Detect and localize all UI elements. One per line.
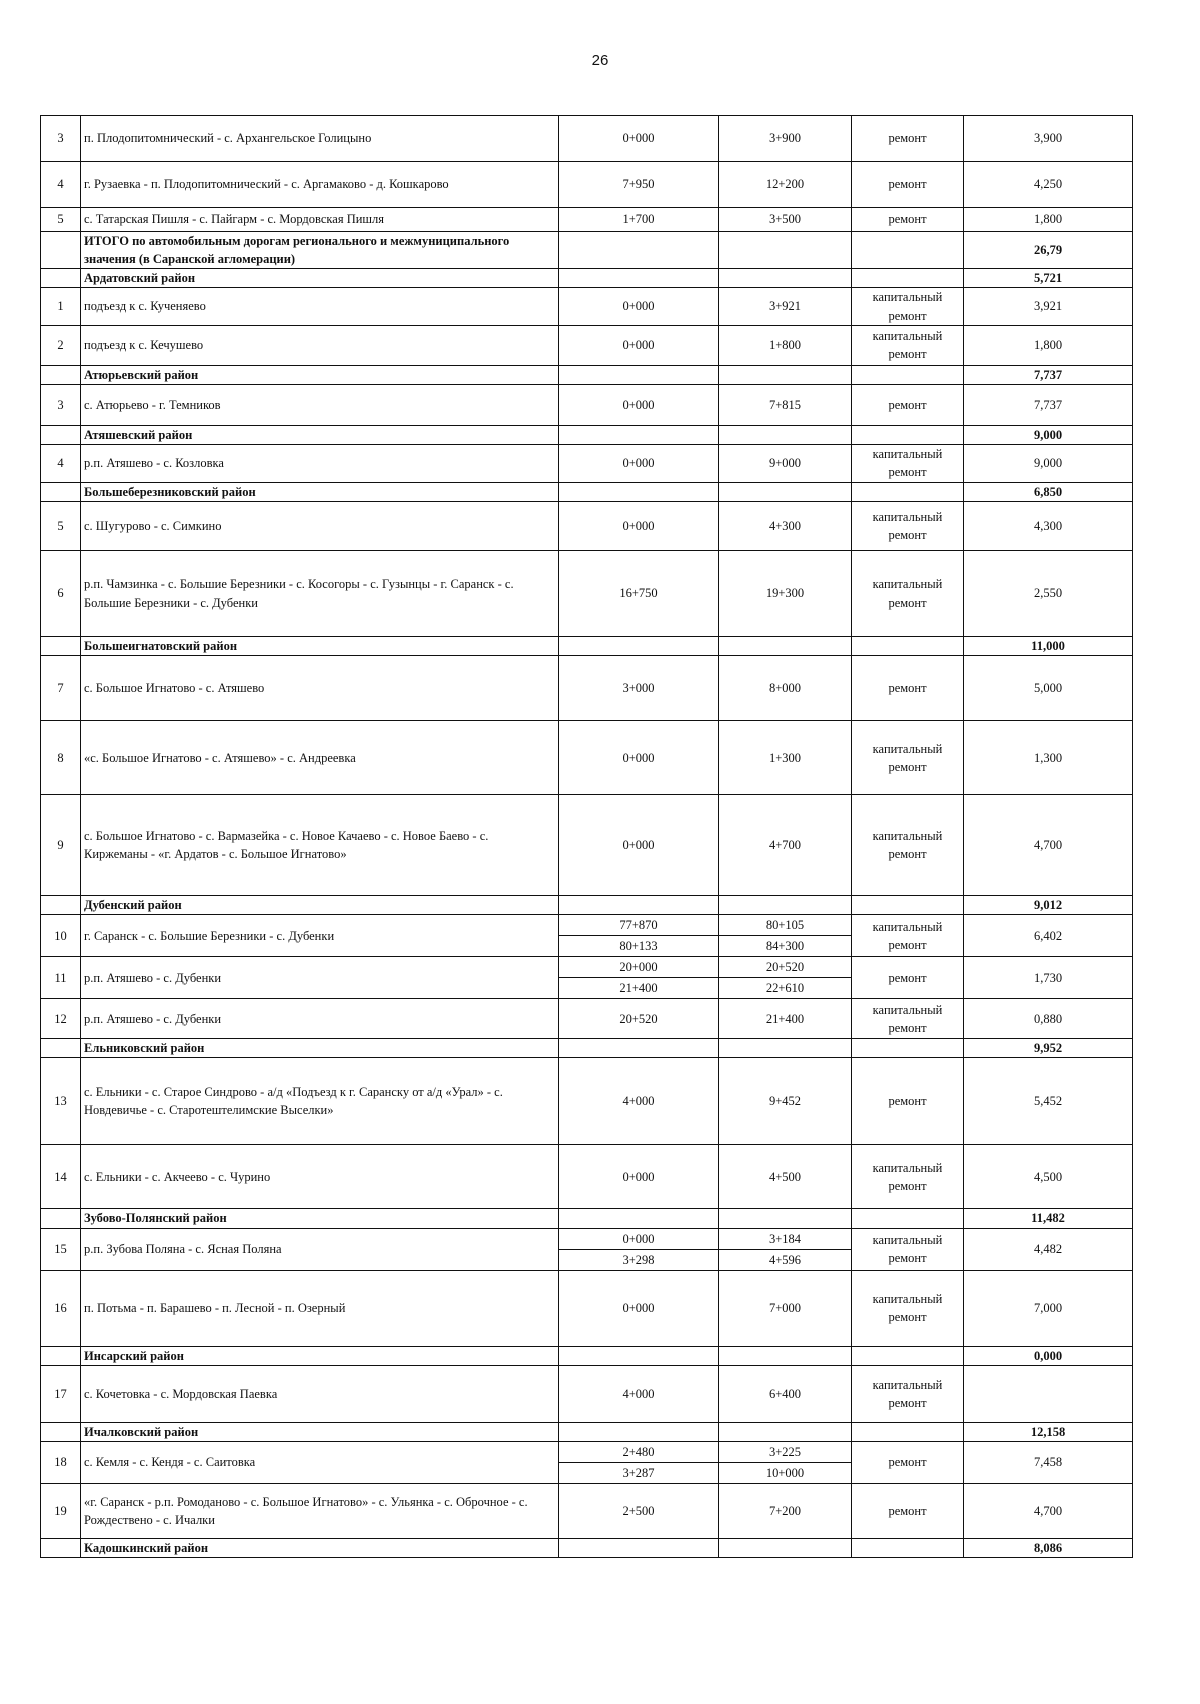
table-row xyxy=(41,1365,1133,1422)
table-row xyxy=(41,1270,1133,1346)
work-type xyxy=(852,896,964,915)
work-type: капитальный ремонт xyxy=(852,1270,964,1346)
district-total: 9,000 xyxy=(964,425,1133,444)
length-km: 1,730 xyxy=(964,957,1133,999)
start-chainage: 0+000 xyxy=(559,325,719,365)
start-chainage-part: 77+870 xyxy=(619,918,658,933)
length-km: 0,880 xyxy=(964,999,1133,1039)
length-km: 4,500 xyxy=(964,1145,1133,1209)
work-type xyxy=(852,1209,964,1228)
end-chainage xyxy=(719,1228,852,1270)
end-chainage: 7+815 xyxy=(719,384,852,425)
length-km: 4,482 xyxy=(964,1228,1133,1270)
length-km: 3,921 xyxy=(964,288,1133,325)
table-row xyxy=(41,1145,1133,1209)
table-row xyxy=(41,915,1133,957)
end-chainage: 21+400 xyxy=(719,999,852,1039)
district-row xyxy=(41,1209,1133,1228)
road-name: р.п. Чамзинка - с. Большие Березники - с. Косогоры - с. Гузынцы - г. Саранск - с. Большие Березники - с. Дубенки xyxy=(81,551,559,637)
roads-table xyxy=(40,115,1133,1558)
district-total: 5,721 xyxy=(964,269,1133,288)
row-number: 11 xyxy=(41,957,81,999)
end-chainage-part: 3+184 xyxy=(768,1231,802,1246)
end-chainage: 1+300 xyxy=(719,721,852,795)
district-total: 8,086 xyxy=(964,1538,1133,1557)
road-name: подъезд к с. Кечушево xyxy=(81,325,559,365)
length-km: 4,700 xyxy=(964,795,1133,896)
roads-table-body xyxy=(41,116,1133,1558)
work-type: капитальный ремонт xyxy=(852,444,964,482)
end-chainage: 12+200 xyxy=(719,162,852,208)
district-name: Атяшевский район xyxy=(81,425,559,444)
table-row xyxy=(41,444,1133,482)
start-chainage-part: 2+480 xyxy=(622,1444,655,1459)
start-chainage: 0+000 xyxy=(559,795,719,896)
table-row xyxy=(41,957,1133,999)
table-row xyxy=(41,551,1133,637)
work-type: ремонт xyxy=(852,957,964,999)
start-chainage: 0+000 xyxy=(559,1145,719,1209)
start-chainage: 16+750 xyxy=(559,551,719,637)
district-row xyxy=(41,1039,1133,1058)
work-type: ремонт xyxy=(852,384,964,425)
work-type xyxy=(852,1346,964,1365)
end-chainage xyxy=(719,896,852,915)
start-chainage-part: 20+000 xyxy=(619,960,658,975)
road-name: с. Большое Игнатово - с. Вармазейка - с. Новое Качаево - с. Новое Баево - с. Киржеманы - «г. Ардатов - с. Большое Игнатово» xyxy=(81,795,559,896)
road-name: с. Большое Игнатово - с. Атяшево xyxy=(81,656,559,721)
district-total: 11,482 xyxy=(964,1209,1133,1228)
start-chainage xyxy=(559,269,719,288)
end-chainage xyxy=(719,915,852,957)
row-number xyxy=(41,896,81,915)
table-row xyxy=(41,288,1133,325)
length-km: 5,000 xyxy=(964,656,1133,721)
road-name: г. Рузаевка - п. Плодопитомнический - с. Аргамаково - д. Кошкарово xyxy=(81,162,559,208)
end-chainage-part: 3+225 xyxy=(768,1444,802,1459)
row-number: 18 xyxy=(41,1441,81,1483)
end-chainage-part: 4+596 xyxy=(719,1249,851,1270)
district-row xyxy=(41,269,1133,288)
row-number xyxy=(41,1209,81,1228)
road-name: с. Кочетовка - с. Мордовская Паевка xyxy=(81,1365,559,1422)
row-number xyxy=(41,1422,81,1441)
end-chainage: 9+452 xyxy=(719,1058,852,1145)
table-row xyxy=(41,1483,1133,1538)
start-chainage xyxy=(559,1538,719,1557)
road-name: р.п. Атяшево - с. Козловка xyxy=(81,444,559,482)
work-type xyxy=(852,269,964,288)
start-chainage-part: 0+000 xyxy=(622,1231,655,1246)
start-chainage xyxy=(559,957,719,999)
table-row xyxy=(41,1058,1133,1145)
length-km: 4,700 xyxy=(964,1483,1133,1538)
start-chainage xyxy=(559,637,719,656)
work-type: ремонт xyxy=(852,1441,964,1483)
start-chainage xyxy=(559,232,719,269)
table-row xyxy=(41,1228,1133,1270)
start-chainage: 0+000 xyxy=(559,721,719,795)
end-chainage: 9+000 xyxy=(719,444,852,482)
work-type xyxy=(852,1538,964,1557)
road-name: с. Шугурово - с. Симкино xyxy=(81,502,559,551)
start-chainage xyxy=(559,1209,719,1228)
row-number: 8 xyxy=(41,721,81,795)
start-chainage: 2+500 xyxy=(559,1483,719,1538)
start-chainage: 0+000 xyxy=(559,502,719,551)
district-row xyxy=(41,365,1133,384)
start-chainage: 3+000 xyxy=(559,656,719,721)
start-chainage xyxy=(559,1441,719,1483)
end-chainage: 4+700 xyxy=(719,795,852,896)
length-km: 5,452 xyxy=(964,1058,1133,1145)
end-chainage: 3+500 xyxy=(719,208,852,232)
row-number: 7 xyxy=(41,656,81,721)
district-name: Большеберезниковский район xyxy=(81,482,559,501)
district-row xyxy=(41,1346,1133,1365)
end-chainage: 7+200 xyxy=(719,1483,852,1538)
work-type: ремонт xyxy=(852,116,964,162)
row-number: 3 xyxy=(41,116,81,162)
start-chainage-part: 3+287 xyxy=(559,1462,718,1483)
start-chainage: 0+000 xyxy=(559,1270,719,1346)
start-chainage xyxy=(559,1346,719,1365)
row-number: 14 xyxy=(41,1145,81,1209)
work-type: капитальный ремонт xyxy=(852,915,964,957)
end-chainage xyxy=(719,365,852,384)
road-name: с. Атюрьево - г. Темников xyxy=(81,384,559,425)
road-name: р.п. Зубова Поляна - с. Ясная Поляна xyxy=(81,1228,559,1270)
work-type: капитальный ремонт xyxy=(852,1145,964,1209)
end-chainage: 4+300 xyxy=(719,502,852,551)
length-km xyxy=(964,1365,1133,1422)
end-chainage: 4+500 xyxy=(719,1145,852,1209)
end-chainage: 8+000 xyxy=(719,656,852,721)
district-total: 12,158 xyxy=(964,1422,1133,1441)
table-row xyxy=(41,384,1133,425)
row-number xyxy=(41,1346,81,1365)
length-km: 4,300 xyxy=(964,502,1133,551)
table-row xyxy=(41,795,1133,896)
work-type: капитальный ремонт xyxy=(852,325,964,365)
road-name: р.п. Атяшево - с. Дубенки xyxy=(81,957,559,999)
end-chainage xyxy=(719,957,852,999)
district-name: Ельниковский район xyxy=(81,1039,559,1058)
end-chainage: 7+000 xyxy=(719,1270,852,1346)
start-chainage: 4+000 xyxy=(559,1365,719,1422)
length-km: 1,300 xyxy=(964,721,1133,795)
district-total: 9,012 xyxy=(964,896,1133,915)
road-name: «г. Саранск - р.п. Ромоданово - с. Большое Игнатово» - с. Ульянка - с. Оброчное - с. Рождествено - с. Ичалки xyxy=(81,1483,559,1538)
district-name: Большеигнатовский район xyxy=(81,637,559,656)
work-type xyxy=(852,425,964,444)
total-label: ИТОГО по автомобильным дорогам регионального и межмуниципального значения (в Саранской агломерации) xyxy=(81,232,559,269)
district-name: Зубово-Полянский район xyxy=(81,1209,559,1228)
district-total: 11,000 xyxy=(964,637,1133,656)
table-row xyxy=(41,721,1133,795)
end-chainage: 3+900 xyxy=(719,116,852,162)
work-type xyxy=(852,232,964,269)
start-chainage xyxy=(559,1039,719,1058)
start-chainage xyxy=(559,482,719,501)
start-chainage: 0+000 xyxy=(559,444,719,482)
road-name: подъезд к с. Кученяево xyxy=(81,288,559,325)
end-chainage xyxy=(719,1538,852,1557)
district-total: 0,000 xyxy=(964,1346,1133,1365)
grand-total: 26,79 xyxy=(964,232,1133,269)
length-km: 7,458 xyxy=(964,1441,1133,1483)
row-number xyxy=(41,232,81,269)
end-chainage-part: 10+000 xyxy=(719,1462,851,1483)
start-chainage xyxy=(559,915,719,957)
end-chainage: 3+921 xyxy=(719,288,852,325)
row-number: 3 xyxy=(41,384,81,425)
row-number: 15 xyxy=(41,1228,81,1270)
row-number xyxy=(41,425,81,444)
end-chainage xyxy=(719,482,852,501)
work-type xyxy=(852,1039,964,1058)
end-chainage xyxy=(719,1422,852,1441)
road-name: п. Плодопитомнический - с. Архангельское Голицыно xyxy=(81,116,559,162)
row-number: 19 xyxy=(41,1483,81,1538)
road-name: с. Ельники - с. Старое Синдрово - а/д «Подъезд к г. Саранску от а/д «Урал» - с. Новдевичье - с. Старотештелимские Выселки» xyxy=(81,1058,559,1145)
road-name: с. Татарская Пишля - с. Пайгарм - с. Мордовская Пишля xyxy=(81,208,559,232)
road-name: п. Потьма - п. Барашево - п. Лесной - п. Озерный xyxy=(81,1270,559,1346)
work-type xyxy=(852,1422,964,1441)
end-chainage xyxy=(719,1209,852,1228)
work-type xyxy=(852,482,964,501)
table-row xyxy=(41,999,1133,1039)
start-chainage: 7+950 xyxy=(559,162,719,208)
row-number: 2 xyxy=(41,325,81,365)
length-km: 3,900 xyxy=(964,116,1133,162)
total-row xyxy=(41,232,1133,269)
work-type: ремонт xyxy=(852,208,964,232)
work-type: капитальный ремонт xyxy=(852,795,964,896)
start-chainage-part: 21+400 xyxy=(559,977,718,998)
end-chainage: 6+400 xyxy=(719,1365,852,1422)
road-name: с. Ельники - с. Акчеево - с. Чурино xyxy=(81,1145,559,1209)
work-type: ремонт xyxy=(852,1483,964,1538)
end-chainage: 19+300 xyxy=(719,551,852,637)
row-number: 4 xyxy=(41,162,81,208)
table-row xyxy=(41,502,1133,551)
row-number: 5 xyxy=(41,208,81,232)
district-row xyxy=(41,482,1133,501)
page-number: 26 xyxy=(591,52,609,69)
district-row xyxy=(41,896,1133,915)
district-name: Дубенский район xyxy=(81,896,559,915)
district-name: Ардатовский район xyxy=(81,269,559,288)
district-total: 9,952 xyxy=(964,1039,1133,1058)
end-chainage xyxy=(719,1441,852,1483)
length-km: 9,000 xyxy=(964,444,1133,482)
start-chainage-part: 3+298 xyxy=(559,1249,718,1270)
table-row xyxy=(41,162,1133,208)
district-name: Ичалковский район xyxy=(81,1422,559,1441)
start-chainage: 20+520 xyxy=(559,999,719,1039)
work-type: капитальный ремонт xyxy=(852,1228,964,1270)
start-chainage xyxy=(559,1422,719,1441)
length-km: 1,800 xyxy=(964,208,1133,232)
end-chainage xyxy=(719,637,852,656)
row-number: 5 xyxy=(41,502,81,551)
work-type: капитальный ремонт xyxy=(852,999,964,1039)
row-number: 9 xyxy=(41,795,81,896)
row-number: 17 xyxy=(41,1365,81,1422)
table-row xyxy=(41,1441,1133,1483)
district-total: 7,737 xyxy=(964,365,1133,384)
work-type: ремонт xyxy=(852,1058,964,1145)
work-type: капитальный ремонт xyxy=(852,551,964,637)
row-number: 13 xyxy=(41,1058,81,1145)
district-name: Инсарский район xyxy=(81,1346,559,1365)
row-number: 1 xyxy=(41,288,81,325)
work-type: ремонт xyxy=(852,162,964,208)
end-chainage-part: 22+610 xyxy=(719,977,851,998)
row-number: 12 xyxy=(41,999,81,1039)
length-km: 7,000 xyxy=(964,1270,1133,1346)
table-row xyxy=(41,656,1133,721)
work-type xyxy=(852,637,964,656)
district-name: Кадошкинский район xyxy=(81,1538,559,1557)
row-number xyxy=(41,1039,81,1058)
work-type: капитальный ремонт xyxy=(852,288,964,325)
table-row xyxy=(41,325,1133,365)
road-name: р.п. Атяшево - с. Дубенки xyxy=(81,999,559,1039)
start-chainage-part: 80+133 xyxy=(559,935,718,956)
table-row xyxy=(41,208,1133,232)
row-number xyxy=(41,1538,81,1557)
start-chainage xyxy=(559,425,719,444)
end-chainage-part: 80+105 xyxy=(765,918,805,933)
row-number xyxy=(41,365,81,384)
road-name: с. Кемля - с. Кендя - с. Саитовка xyxy=(81,1441,559,1483)
end-chainage-part: 84+300 xyxy=(719,935,851,956)
length-km: 6,402 xyxy=(964,915,1133,957)
work-type xyxy=(852,365,964,384)
district-row xyxy=(41,637,1133,656)
road-name: г. Саранск - с. Большие Березники - с. Дубенки xyxy=(81,915,559,957)
work-type: капитальный ремонт xyxy=(852,502,964,551)
district-row xyxy=(41,425,1133,444)
district-row xyxy=(41,1422,1133,1441)
end-chainage xyxy=(719,232,852,269)
table-row xyxy=(41,116,1133,162)
end-chainage-part: 20+520 xyxy=(765,960,805,975)
end-chainage xyxy=(719,1346,852,1365)
start-chainage: 0+000 xyxy=(559,116,719,162)
row-number: 16 xyxy=(41,1270,81,1346)
work-type: ремонт xyxy=(852,656,964,721)
length-km: 7,737 xyxy=(964,384,1133,425)
row-number: 6 xyxy=(41,551,81,637)
end-chainage xyxy=(719,425,852,444)
row-number xyxy=(41,482,81,501)
start-chainage: 0+000 xyxy=(559,288,719,325)
end-chainage xyxy=(719,269,852,288)
length-km: 2,550 xyxy=(964,551,1133,637)
end-chainage: 1+800 xyxy=(719,325,852,365)
road-name: «с. Большое Игнатово - с. Атяшево» - с. Андреевка xyxy=(81,721,559,795)
length-km: 4,250 xyxy=(964,162,1133,208)
work-type: капитальный ремонт xyxy=(852,721,964,795)
district-row xyxy=(41,1538,1133,1557)
length-km: 1,800 xyxy=(964,325,1133,365)
start-chainage: 0+000 xyxy=(559,384,719,425)
start-chainage: 4+000 xyxy=(559,1058,719,1145)
district-total: 6,850 xyxy=(964,482,1133,501)
row-number: 4 xyxy=(41,444,81,482)
start-chainage xyxy=(559,1228,719,1270)
row-number xyxy=(41,637,81,656)
start-chainage xyxy=(559,896,719,915)
start-chainage xyxy=(559,365,719,384)
row-number: 10 xyxy=(41,915,81,957)
district-name: Атюрьевский район xyxy=(81,365,559,384)
work-type: капитальный ремонт xyxy=(852,1365,964,1422)
row-number xyxy=(41,269,81,288)
end-chainage xyxy=(719,1039,852,1058)
start-chainage: 1+700 xyxy=(559,208,719,232)
